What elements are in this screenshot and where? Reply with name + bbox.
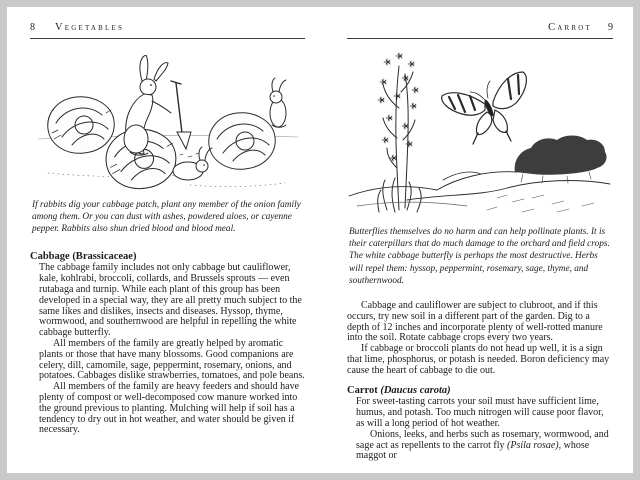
carrot-section [347,386,613,463]
cabbage-paragraph: The cabbage family includes not only cabbage but cauliflower, kale, kohlrabi, broccoli, collards, and Brussels sprouts — even rutabaga and turnip. While each plant of this group has been developed in a special way, they are all pretty much subject to the same likes and dislikes, insects and diseases. Hyssop, thyme, wormwood, and southernwood are helpful in repelling the white cabbage butterfly. [39,262,302,339]
rabbits-cabbage-illustration [30,54,305,195]
carrot-paragraph [356,430,613,462]
right-image-caption: Butterflies themselves do no harm and can help pollinate plants. It is their caterpillars that do much damage to the orchard and field crops. The white cabbage butterfly is perhaps the most destructive. Herbs will repel them: hyssop, peppermint, rosemary, sage, thyme, and southernwood. [349,227,610,286]
right-running-title: Carrot [548,22,592,33]
cabbage-continuation [347,301,613,377]
carrot-paragraph-text: Onions, leeks, and herbs such as rosemary, wormwood, and sage act as repellents to the carrot fly [356,428,609,451]
cabbage-section [30,252,305,437]
left-running-title: Vegetables [55,22,125,33]
carrot-heading-name: Carrot [347,384,378,396]
butterfly-landscape-illustration [347,48,613,220]
rabbits-cabbage-drawing [30,55,305,195]
sitting-rabbit [270,78,286,127]
cabbage-paragraph: All members of the family are heavy feeders and should have plenty of compost or well-decomposed cow manure worked into the ground previous to planting. Mulching will help if soil has a tendency to dry out in hot weather, and water should be given if necessary. [39,381,300,436]
cabbage-heading-family: (Brassicaceae) [72,250,137,262]
butterfly [442,72,527,144]
right-page-number: 9 [608,22,613,33]
bush [515,136,607,175]
butterfly-landscape-drawing [347,48,613,220]
cabbage-heading-name: Cabbage [30,250,70,262]
left-page-number: 8 [30,22,35,33]
flowering-plant [378,53,421,212]
right-page [347,22,613,462]
carrot-section-body [356,397,613,462]
book-paper [7,7,633,473]
carrot-paragraph-text: , whose maggot or [356,439,590,462]
left-page [30,22,305,436]
cabbage-continuation-paragraph: Cabbage and cauliflower are subject to clubroot, and if this occurs, try new soil in a different part of the garden. Dig to a depth of 12 inches and incorporate plenty of well-rotted manure into the soil. Rotate cabbage crops every two years. [347,300,603,344]
right-page-header [347,22,613,39]
cabbage-section-body [39,263,305,436]
carrot-heading-species: (Daucus carota) [380,384,451,396]
crouching-rabbit [173,147,212,180]
cabbage-section-heading [30,252,305,263]
carrot-fly-latin-name: (Psila rosae) [507,439,559,451]
carrot-section-heading [347,386,613,397]
left-image-caption: If rabbits dig your cabbage patch, plant any member of the onion family among them. Or you can dust with ashes, powdered aloes, or cayenne pepper. Rabbits also shun dried blood and blood meal. [32,200,301,235]
carrot-paragraph: For sweet-tasting carrots your soil must have sufficient lime, humus, and potash. Too much nitrogen will cause poor flavor, as will a long period of hot weather. [356,396,604,429]
cabbage-paragraph: All members of the family are greatly helped by aromatic plants or those that have many blossoms. Good companions are celery, dill, camomile, sage, peppermint, rosemary, onions, and potatoes. Cabbages dislike strawberries, tomatoes, and pole beans. [39,337,305,382]
left-page-header [30,22,305,39]
cabbage-continuation-paragraph: If cabbage or broccoli plants do not head up well, it is a sign that lime, phosphorus, or potash is needed. Boron deficiency may cause the heart of cabbage to die out. [347,343,610,376]
